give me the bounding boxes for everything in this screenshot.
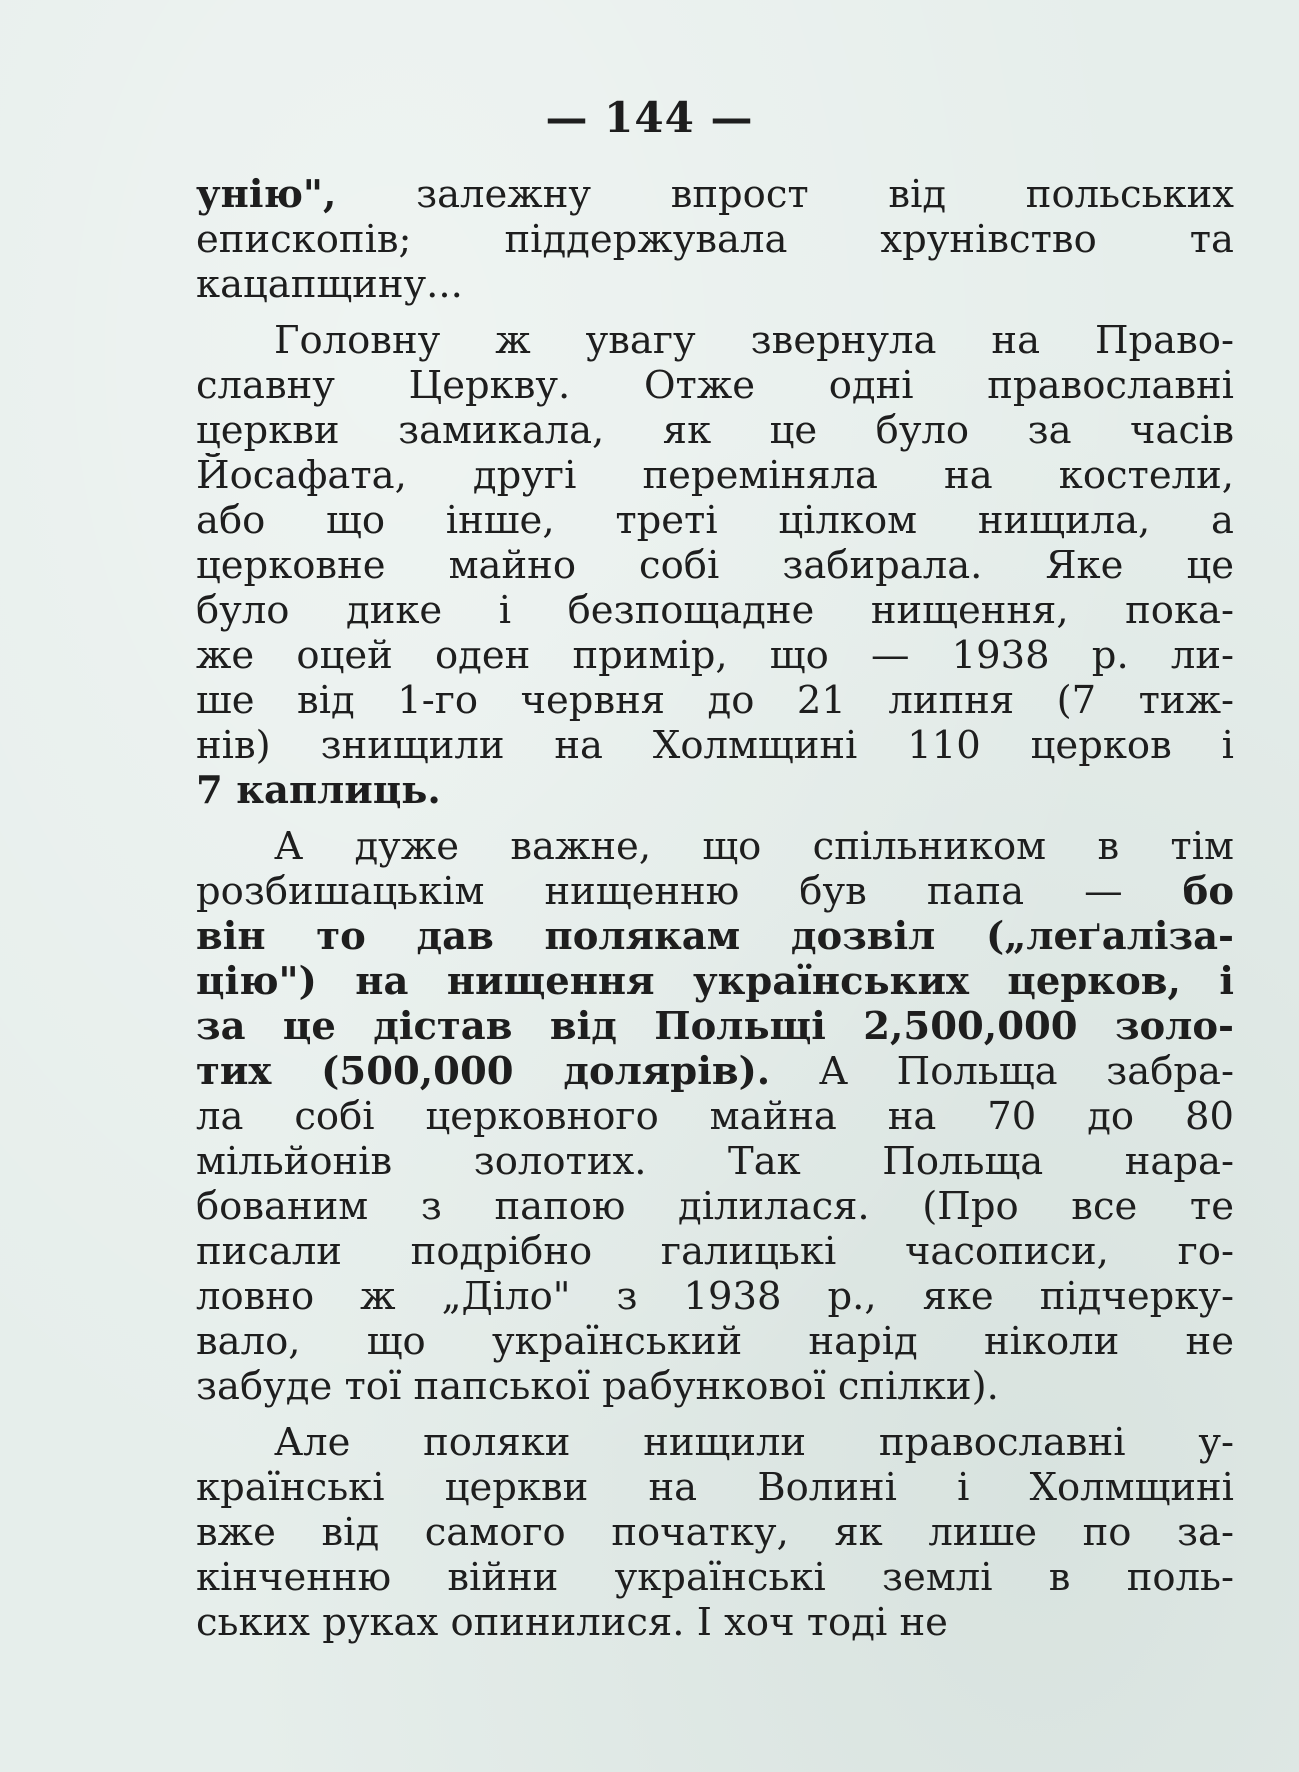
page-number: — 144 —: [545, 93, 754, 142]
text-line: [196, 363, 1234, 408]
text-run: церкви замикала, як це було за часів: [196, 408, 1234, 453]
text-run: ловно ж „Діло" з 1938 р., яке підчерку-: [196, 1274, 1234, 1319]
text-line: [196, 1184, 1234, 1229]
text-line: [196, 723, 1234, 768]
text-run: же оцей оден примір, що — 1938 р. ли-: [196, 633, 1234, 678]
text-line: [196, 824, 1234, 869]
text-line: [196, 869, 1234, 914]
paragraph: [196, 824, 1234, 1409]
text-run: ла собі церковного майна на 70 до 80: [196, 1094, 1234, 1139]
text-line: [196, 1004, 1234, 1049]
text-run: епископів; піддержувала хрунівство та: [196, 217, 1234, 262]
text-line: [196, 1094, 1234, 1139]
text-run: або що інше, треті цілком нищила, а: [196, 498, 1234, 543]
text-line: [196, 959, 1234, 1004]
text-run: писали подрібно галицькі часописи, го-: [196, 1229, 1234, 1274]
text-line: [196, 318, 1234, 363]
bold-text-run: 7 каплиць.: [196, 768, 441, 813]
text-line: [196, 1510, 1234, 1555]
text-line: [196, 588, 1234, 633]
text-line: [196, 498, 1234, 543]
paragraph-gap: [196, 1409, 1234, 1420]
text-run: славну Церкву. Отже одні православні: [196, 363, 1234, 408]
text-line: [196, 1600, 1234, 1645]
text-run: Головну ж увагу звернула на Право-: [274, 318, 1234, 363]
text-run: забуде тої папської рабункової спілки).: [196, 1364, 999, 1409]
text-run: А дуже важне, що спільником в тім: [274, 824, 1234, 869]
text-run: ських руках опинилися. І хоч тоді не: [196, 1600, 948, 1645]
text-line: [196, 408, 1234, 453]
text-body: [196, 172, 1234, 1645]
paragraph: [196, 172, 1234, 307]
text-run: церковне майно собі забирала. Яке це: [196, 543, 1234, 588]
text-line: [196, 172, 1234, 217]
text-line: [196, 1139, 1234, 1184]
text-line: [196, 1364, 1234, 1409]
text-run: Йосафата, другі переміняла на костели,: [196, 453, 1234, 498]
text-line: [196, 217, 1234, 262]
text-run: вало, що український нарід ніколи не: [196, 1319, 1234, 1364]
paragraph-gap: [196, 307, 1234, 318]
text-line: [196, 678, 1234, 723]
paragraph-gap: [196, 813, 1234, 824]
text-line: [196, 633, 1234, 678]
text-line: [196, 262, 1234, 307]
text-line: [196, 1465, 1234, 1510]
bold-text-run: він то дав полякам дозвіл („леґаліза-: [196, 914, 1234, 959]
text-line: [196, 1555, 1234, 1600]
text-line: [196, 768, 1234, 813]
paragraph: [196, 318, 1234, 813]
bold-text-run: унію",: [196, 172, 337, 217]
text-line: [196, 1049, 1234, 1094]
text-line: [196, 1229, 1234, 1274]
text-run: Але поляки нищили православні у-: [274, 1420, 1234, 1465]
bold-text-run: тих (500,000 долярів).: [196, 1049, 771, 1094]
bold-text-run: бо: [1182, 869, 1234, 914]
text-run: країнські церкви на Волині і Холмщині: [196, 1465, 1234, 1510]
bold-text-run: за це дістав від Польщі 2,500,000 золо-: [196, 1004, 1234, 1049]
text-line: [196, 543, 1234, 588]
text-line: [196, 1319, 1234, 1364]
text-run: кацапщину...: [196, 262, 463, 307]
text-line: [196, 1274, 1234, 1319]
text-line: [196, 914, 1234, 959]
text-run: було дике і безпощадне нищення, пока-: [196, 588, 1234, 633]
text-run: ше від 1-го червня до 21 липня (7 тиж-: [196, 678, 1234, 723]
paragraph: [196, 1420, 1234, 1645]
text-run: мільйонів золотих. Так Польща нара-: [196, 1139, 1234, 1184]
text-run: залежну впрост від польських: [336, 172, 1234, 217]
text-line: [196, 453, 1234, 498]
text-run: бованим з папою ділилася. (Про все те: [196, 1184, 1234, 1229]
text-run: кінченню війни українські землі в поль-: [196, 1555, 1234, 1600]
text-run: нів) знищили на Холмщині 110 церков і: [196, 723, 1234, 768]
text-run: вже від самого початку, як лише по за-: [196, 1510, 1234, 1555]
text-run: А Польща забра-: [770, 1049, 1234, 1094]
text-line: [196, 1420, 1234, 1465]
text-run: розбишацькім нищенню був папа —: [196, 869, 1183, 914]
bold-text-run: цію") на нищення українських церков, і: [196, 959, 1234, 1004]
